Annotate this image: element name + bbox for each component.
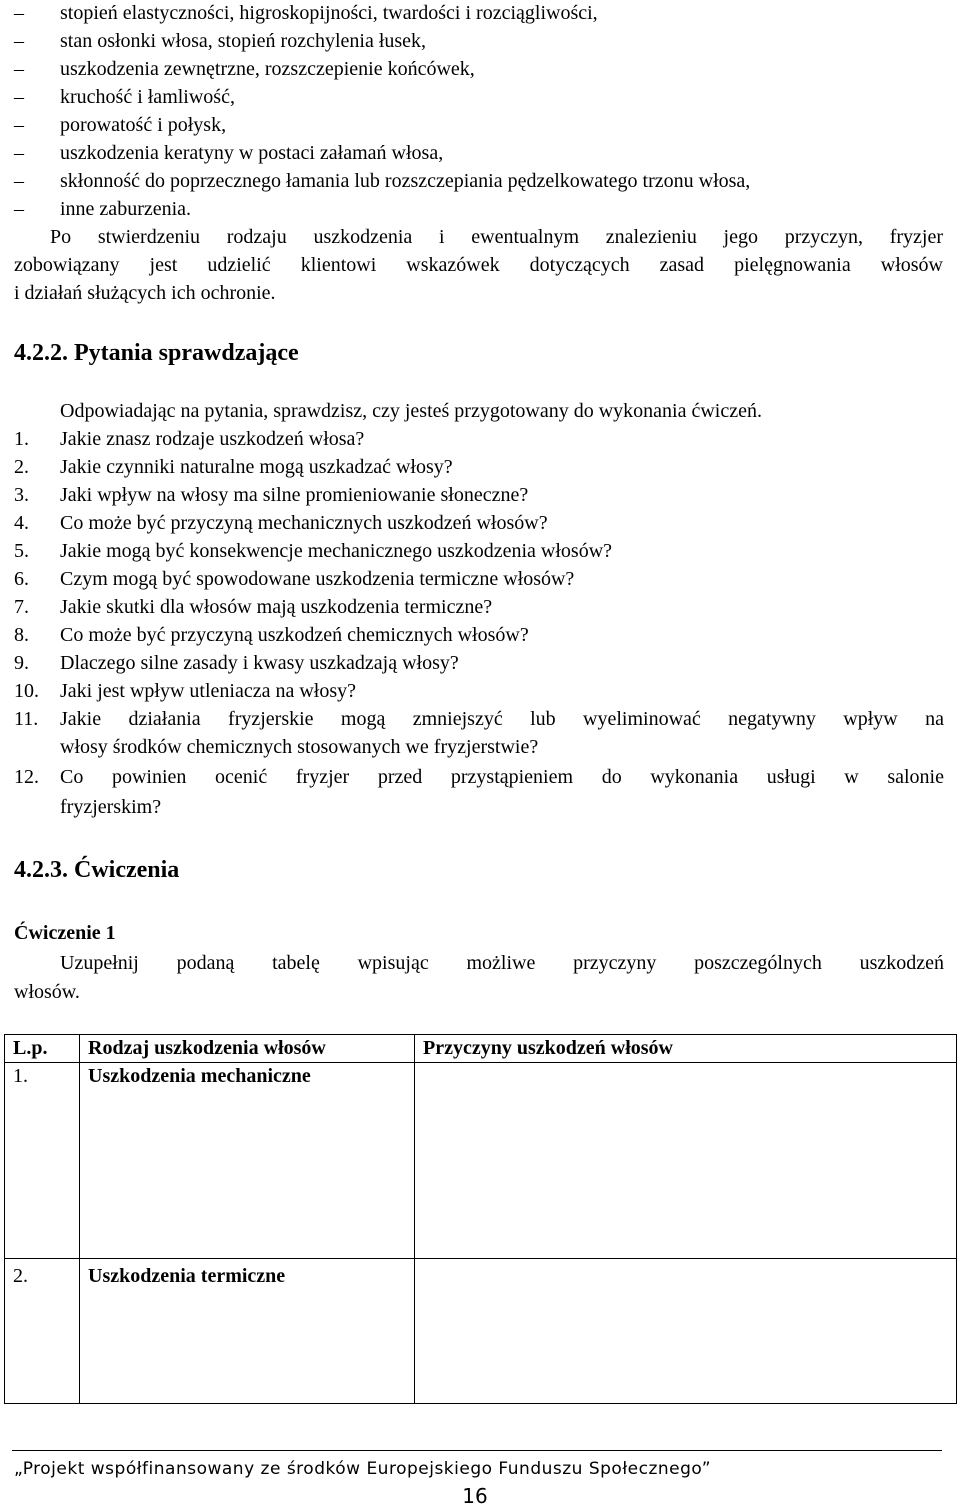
question-text-continued: fryzjerskim?: [60, 796, 162, 818]
question-text: Jaki wpływ na włosy ma silne promieniowanie słoneczne?: [60, 484, 529, 506]
question-text: Czym mogą być spowodowane uszkodzenia termiczne włosów?: [60, 568, 575, 590]
table-row: [5, 1063, 957, 1259]
question-text: Jakie działania fryzjerskie mogą zmniejszyć lub wyeliminować negatywny wpływ na: [60, 708, 944, 730]
table-header-cell: L.p.: [5, 1035, 80, 1063]
paragraph-line: Po stwierdzeniu rodzaju uszkodzenia i ewentualnym znalezieniu jego przyczyn, fryzjer: [50, 226, 943, 248]
exercise-table: [4, 1034, 957, 1404]
table-header-row: [5, 1035, 957, 1063]
paragraph-line: i działań służących ich ochronie.: [14, 282, 276, 304]
question-number: 8.: [14, 624, 29, 646]
question-number: 12.: [14, 766, 39, 788]
table-cell-number: 2.: [5, 1259, 80, 1404]
question-number: 2.: [14, 456, 29, 478]
list-item-text: skłonność do poprzecznego łamania lub rozszczepiania pędzelkowatego trzonu włosa,: [60, 170, 751, 192]
dash-marker: –: [14, 170, 24, 192]
question-text: Jakie czynniki naturalne mogą uszkadzać włosy?: [60, 456, 453, 478]
question-number: 4.: [14, 512, 29, 534]
table-header-cell: Przyczyny uszkodzeń włosów: [415, 1035, 957, 1063]
question-text-continued: włosy środków chemicznych stosowanych we fryzjerstwie?: [60, 736, 539, 758]
list-item-text: stopień elastyczności, higroskopijności, twardości i rozciągliwości,: [60, 2, 598, 24]
question-text: Jakie skutki dla włosów mają uszkodzenia termiczne?: [60, 596, 493, 618]
list-item-text: inne zaburzenia.: [60, 198, 192, 220]
question-text: Dlaczego silne zasady i kwasy uszkadzają włosy?: [60, 652, 459, 674]
question-text: Co może być przyczyną uszkodzeń chemicznych włosów?: [60, 624, 529, 646]
footer-text: „Projekt współfinansowany ze środków Europejskiego Funduszu Społecznego”: [14, 1459, 712, 1479]
exercise-instruction: Uzupełnij podaną tabelę wpisując możliwe przyczyny poszczególnych uszkodzeń: [60, 952, 944, 974]
dash-marker: –: [14, 2, 24, 24]
dash-marker: –: [14, 198, 24, 220]
dash-marker: –: [14, 86, 24, 108]
list-item-text: stan osłonki włosa, stopień rozchylenia łusek,: [60, 30, 427, 52]
list-item-text: uszkodzenia keratyny w postaci załamań włosa,: [60, 142, 444, 164]
question-text: Co powinien ocenić fryzjer przed przystąpieniem do wykonania usługi w salonie: [60, 766, 944, 788]
table-cell-type: Uszkodzenia mechaniczne: [80, 1063, 415, 1259]
question-number: 9.: [14, 652, 29, 674]
question-text: Jaki jest wpływ utleniacza na włosy?: [60, 680, 357, 702]
question-number: 3.: [14, 484, 29, 506]
list-item-text: porowatość i połysk,: [60, 114, 227, 136]
question-text: Jakie znasz rodzaje uszkodzeń włosa?: [60, 428, 365, 450]
table-cell-causes[interactable]: [415, 1063, 957, 1259]
question-number: 1.: [14, 428, 29, 450]
question-text: Co może być przyczyną mechanicznych uszkodzeń włosów?: [60, 512, 548, 534]
footer-divider: [12, 1450, 942, 1451]
table-cell-causes[interactable]: [415, 1259, 957, 1404]
question-text: Jakie mogą być konsekwencje mechanicznego uszkodzenia włosów?: [60, 540, 613, 562]
question-number: 11.: [14, 708, 39, 730]
exercise-title: Ćwiczenie 1: [14, 922, 116, 944]
table-row: [5, 1259, 957, 1404]
table-cell-number: 1.: [5, 1063, 80, 1259]
dash-marker: –: [14, 58, 24, 80]
table-header-cell: Rodzaj uszkodzenia włosów: [80, 1035, 415, 1063]
dash-marker: –: [14, 114, 24, 136]
table-cell-type: Uszkodzenia termiczne: [80, 1259, 415, 1404]
question-number: 6.: [14, 568, 29, 590]
dash-marker: –: [14, 30, 24, 52]
list-item-text: uszkodzenia zewnętrzne, rozszczepienie końcówek,: [60, 58, 475, 80]
questions-intro: Odpowiadając na pytania, sprawdzisz, czy jesteś przygotowany do wykonania ćwiczeń.: [60, 400, 762, 422]
exercise-instruction-continued: włosów.: [14, 981, 80, 1003]
question-number: 10.: [14, 680, 39, 702]
page-number: 16: [462, 1484, 488, 1508]
question-number: 5.: [14, 540, 29, 562]
section-heading: 4.2.3. Ćwiczenia: [14, 857, 180, 883]
list-item-text: kruchość i łamliwość,: [60, 86, 235, 108]
dash-marker: –: [14, 142, 24, 164]
section-heading: 4.2.2. Pytania sprawdzające: [14, 340, 299, 366]
question-number: 7.: [14, 596, 29, 618]
paragraph-line: zobowiązany jest udzielić klientowi wskazówek dotyczących zasad pielęgnowania włosów: [14, 254, 943, 276]
